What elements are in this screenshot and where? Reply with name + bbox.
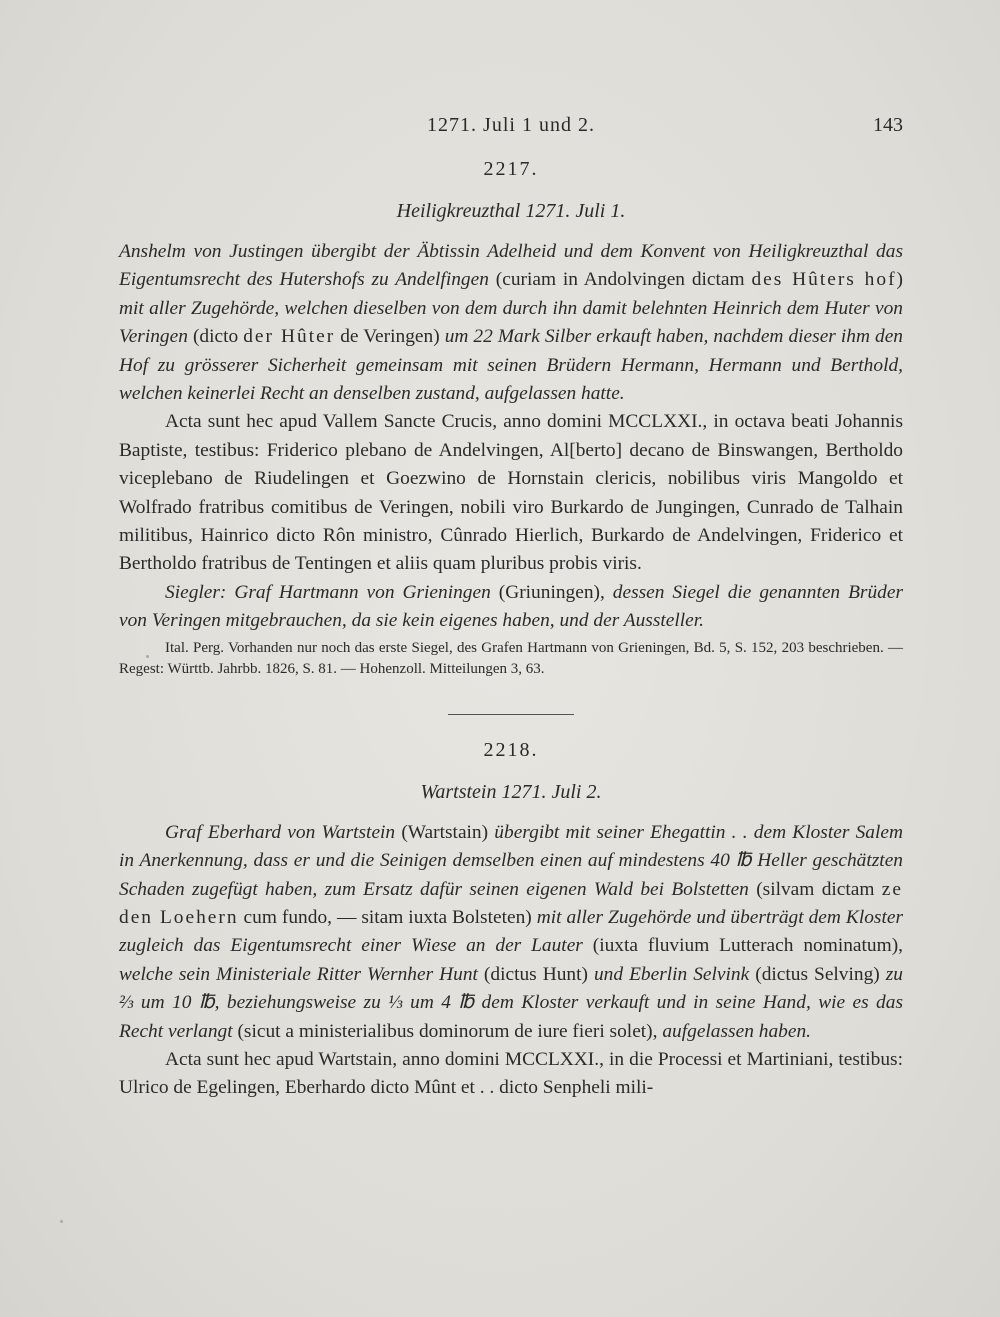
document-dateline: Wartstein 1271. Juli 2. (420, 780, 602, 803)
section-divider (448, 714, 574, 715)
page-number: 143 (873, 114, 903, 136)
document-body: Acta sunt hec apud Vallem Sancte Crucis, anno domini MCCLXXI., in octava beati Johannis Baptiste, testibus: Friderico plebano de Andelvingen, Al[berto] decano de Binswangen, Bertholdo viceplebano de Riudelingen et Goezwino de Hornstain clericis, nobilibus viris Mangoldo et Wolfrado fratribus comitibus de Veringen, nobili viro Burkardo de Jungingen, Cunrado de Talhain militibus, Hainrico dicto Rôn ministro, Cûnrado Hierlich, Burkardo de Andelvingen, Friderico et Bertholdo fratribus de Tentingen et aliis quam pluribus probis viris. (119, 411, 903, 575)
document-summary: Graf Eberhard von Wartstein (Wartstain) übergibt mit seiner Ehegattin . . dem Kloster Salem in Anerkennung, dass er und die Seinigen demselben einen auf mindestens 40 ℔ Heller geschätzten Schaden zugefügt haben, zum Ersatz dafür seinen eigenen Wald bei Bolstetten (silvam dictam ze den Loehern cum fundo, — sitam iuxta Bolsteten) mit aller Zugehörde und überträgt dem Kloster zugleich das Eigentumsrecht einer Wiese an der Lauter (iuxta fluvium Lutterach nominatum), welche sein Ministeriale Ritter Wernher Hunt (dictus Hunt) und Eberlin Selvink (dictus Selving) zu ⅔ um 10 ℔, beziehungsweise zu ⅓ um 4 ℔ dem Kloster verkauft und in seine Hand, wie es das Recht verlangt (sicut a ministerialibus dominorum de iure fieri solet), aufgelassen haben. (119, 821, 903, 1042)
text-column (119, 114, 903, 1103)
document-number: 2217. (483, 158, 539, 180)
document-body: Acta sunt hec apud Wartstain, anno domini MCCLXXI., in die Processi et Martiniani, testibus: Ulrico de Egelingen, Eberhardo dicto Mûnt et . . dicto Senpheli mili- (119, 1048, 903, 1099)
sealer-note: Siegler: Graf Hartmann von Grieningen (Griuningen), dessen Siegel die genannten Brüder von Veringen mitgebrauchen, da sie kein eigenes haben, und der Aussteller. (119, 581, 903, 632)
paper-speck (60, 1220, 63, 1223)
running-title: 1271. Juli 1 und 2. (427, 114, 595, 136)
document-number: 2218. (483, 738, 539, 761)
document-dateline: Heiligkreuzthal 1271. Juli 1. (396, 200, 626, 222)
document-summary: Anshelm von Justingen übergibt der Äbtissin Adelheid und dem Konvent von Heiligkreuzthal das Eigentumsrecht des Hutershofs zu Andelfingen (curiam in Andolvingen dictam des Hûters hof) mit aller Zugehörde, welchen dieselben von dem durch ihn damit belehnten Heinrich dem Huter von Veringen (dicto der Hûter de Veringen) um 22 Mark Silber erkauft haben, nachdem dieser ihm den Hof zu grösserer Sicherheit gemeinsam mit seinen Brüdern Hermann, Hermann und Berthold, welchen keinerlei Recht an denselben zustand, aufgelassen hatte. (119, 241, 904, 405)
running-header (119, 114, 903, 144)
source-note: Ital. Perg. Vorhanden nur noch das erste Siegel, des Grafen Hartmann von Grieningen, Bd. 5, S. 152, 203 beschrieben. — Regest: Württb. Jahrbb. 1826, S. 81. — Hohenzoll. Mitteilungen 3, 63. (119, 639, 903, 677)
